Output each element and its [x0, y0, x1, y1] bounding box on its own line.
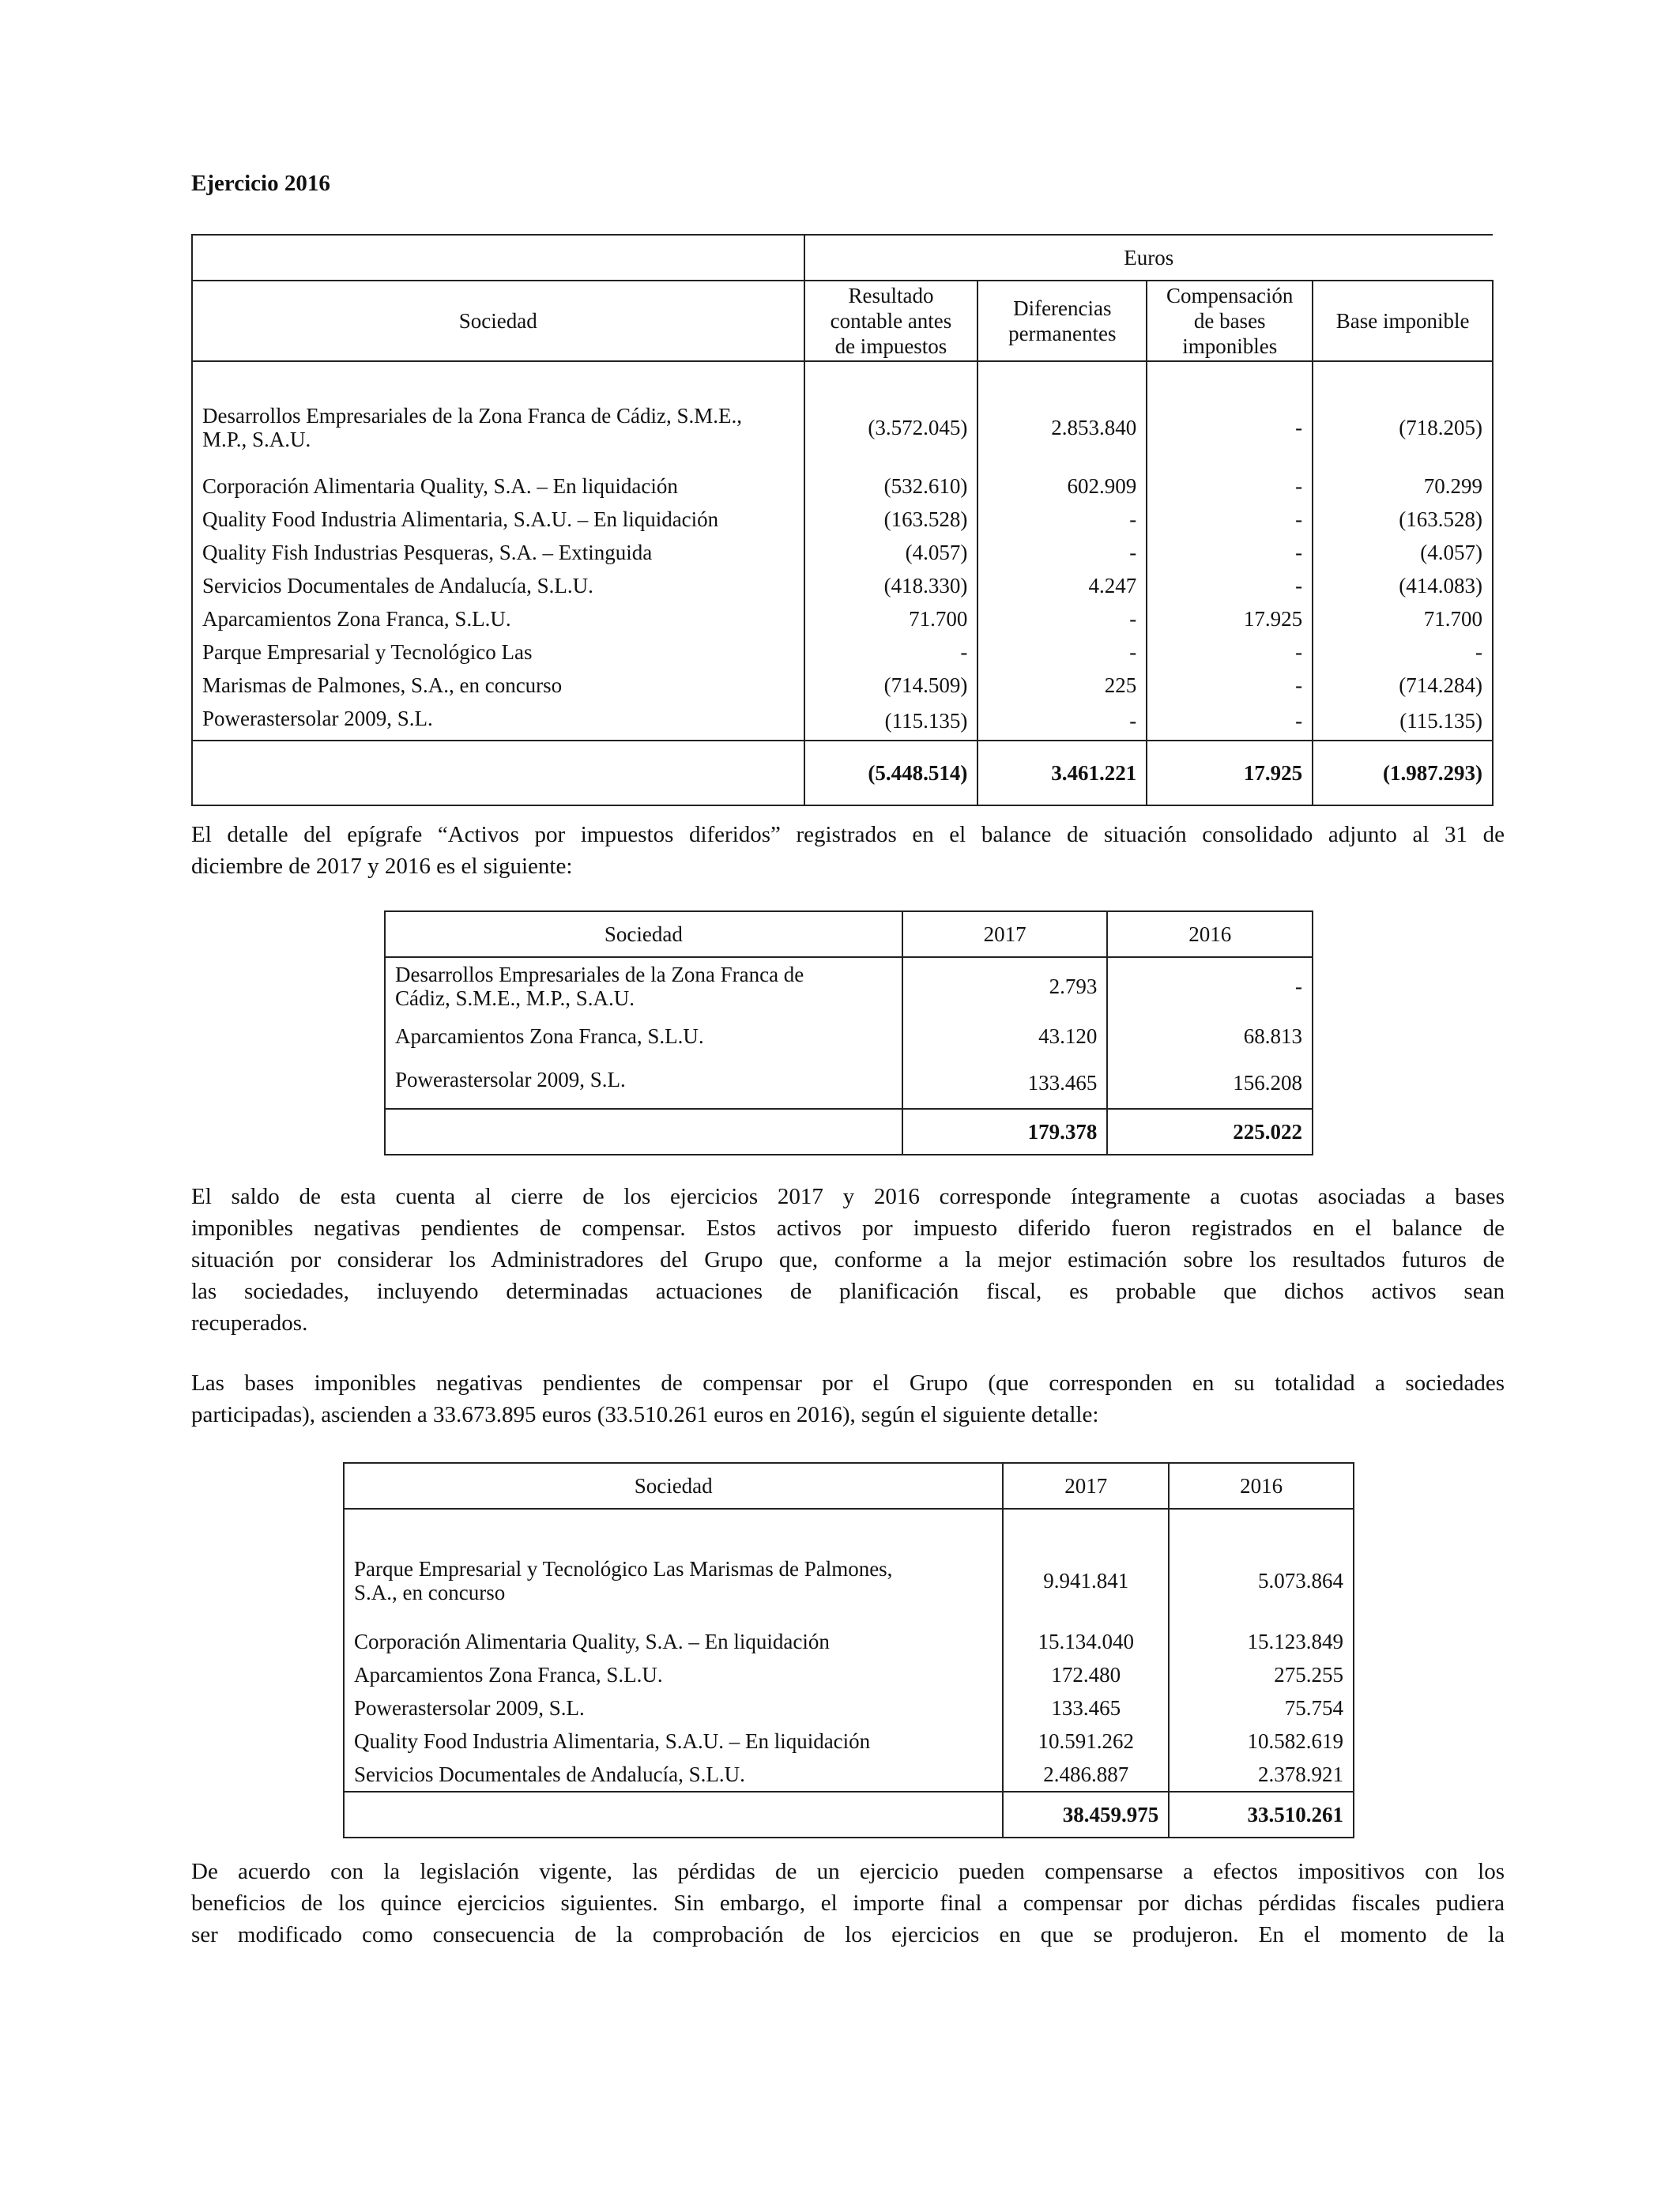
table-row: Aparcamientos Zona Franca, S.L.U. 43.120 68.813 [385, 1015, 1313, 1057]
total-2016: 225.022 [1107, 1109, 1313, 1155]
col-2016: 2016 [1107, 911, 1313, 957]
table-row: Servicios Documentales de Andalucía, S.L.U. 2.486.887 2.378.921 [344, 1758, 1354, 1792]
paragraph-saldo-cuenta: El saldo de esta cuenta al cierre de los ejercicios 2017 y 2016 corresponde íntegramente a cuotas asociadas a bases imponibles negativas pendientes de compensar. Estos activos por impuesto diferido fueron registrados en el balance de situación por considerar los Administradores del Grupo que, conforme a la mejor estimación sobre los resultados futuros de las sociedades, incluyendo determinadas actuaciones de planificación fiscal, es probable que dichos activos sean recuperados. [191, 1184, 1505, 1336]
table2-total-row [385, 1109, 1313, 1155]
table-row: Desarrollos Empresariales de la Zona Franca de Cádiz, S.M.E., M.P., S.A.U. 2.793 - [385, 957, 1313, 1015]
table-row: Parque Empresarial y Tecnológico Las - - - - [192, 635, 1493, 669]
table3-header-row [344, 1463, 1354, 1509]
col-sociedad: Sociedad [192, 281, 804, 361]
table1-total-row [192, 741, 1493, 805]
col-resultado: Resultado contable antes de impuestos [804, 281, 978, 361]
table-row: Corporación Alimentaria Quality, S.A. – En liquidación 15.134.040 15.123.849 [344, 1625, 1354, 1658]
row-name: Desarrollos Empresariales de la Zona Franca de Cádiz, S.M.E., M.P., S.A.U. [192, 361, 804, 469]
table-row: Quality Food Industria Alimentaria, S.A.U. – En liquidación (163.528) - - (163.528) [192, 503, 1493, 536]
tax-base-table-2016 [191, 234, 1494, 806]
paragraph-activos-diferidos: El detalle del epígrafe “Activos por impuestos diferidos” registrados en el balance de situación consolidado adjunto al 31 de diciembre de 2017 y 2016 es el siguiente: [191, 822, 1505, 879]
total-compensacion: 17.925 [1147, 741, 1313, 805]
euros-header: Euros [804, 235, 1493, 281]
table2-header-row [385, 911, 1313, 957]
table-row: Servicios Documentales de Andalucía, S.L.U. (418.330) 4.247 - (414.083) [192, 569, 1493, 602]
table-row: Aparcamientos Zona Franca, S.L.U. 71.700 - 17.925 71.700 [192, 602, 1493, 635]
col-sociedad: Sociedad [344, 1463, 1003, 1509]
table-row: Quality Food Industria Alimentaria, S.A.U. – En liquidación 10.591.262 10.582.619 [344, 1725, 1354, 1758]
section-heading: Ejercicio 2016 [191, 171, 330, 196]
table-row: Parque Empresarial y Tecnológico Las Marismas de Palmones, S.A., en concurso 9.941.841 5.073.864 [344, 1509, 1354, 1625]
table3-total-row [344, 1792, 1354, 1838]
table-row: Corporación Alimentaria Quality, S.A. – En liquidación (532.610) 602.909 - 70.299 [192, 469, 1493, 503]
total-base: (1.987.293) [1313, 741, 1493, 805]
table1-euros-header-row [192, 235, 1493, 281]
table-row: Desarrollos Empresariales de la Zona Franca de Cádiz, S.M.E., M.P., S.A.U. (3.572.045) 2.853.840 - (718.205) [192, 361, 1493, 469]
table1-column-header-row [192, 281, 1493, 361]
deferred-tax-assets-table [384, 910, 1313, 1155]
col-compensacion: Compensación de bases imponibles [1147, 281, 1313, 361]
negative-tax-bases-table [343, 1462, 1354, 1838]
col-base: Base imponible [1313, 281, 1493, 361]
total-2016: 33.510.261 [1169, 1792, 1354, 1838]
col-2017: 2017 [902, 911, 1108, 957]
col-sociedad: Sociedad [385, 911, 902, 957]
paragraph-legislacion: De acuerdo con la legislación vigente, las pérdidas de un ejercicio pueden compensarse a efectos impositivos con los beneficios de los quince ejercicios siguientes. Sin embargo, el importe final a compensar por dichas pérdidas fiscales pudiera ser modificado como consecuencia de la comprobación de los ejercicios en que se produjeron. En el momento de la [191, 1859, 1505, 1947]
total-2017: 38.459.975 [1003, 1792, 1169, 1838]
table-row: Quality Fish Industrias Pesqueras, S.A. – Extinguida (4.057) - - (4.057) [192, 536, 1493, 569]
paragraph-bases-imponibles: Las bases imponibles negativas pendientes de compensar por el Grupo (que corresponden en su totalidad a sociedades participadas), ascienden a 33.673.895 euros (33.510.261 euros en 2016), según el siguiente detalle: [191, 1370, 1505, 1427]
table-row: Powerastersolar 2009, S.L. (115.135) - - (115.135) [192, 702, 1493, 741]
table-row: Powerastersolar 2009, S.L. 133.465 75.754 [344, 1691, 1354, 1725]
col-2016: 2016 [1169, 1463, 1354, 1509]
table-row: Aparcamientos Zona Franca, S.L.U. 172.480 275.255 [344, 1658, 1354, 1691]
table-row: Powerastersolar 2009, S.L. 133.465 156.208 [385, 1057, 1313, 1109]
total-diferencias: 3.461.221 [977, 741, 1147, 805]
total-2017: 179.378 [902, 1109, 1108, 1155]
total-resultado: (5.448.514) [804, 741, 978, 805]
col-2017: 2017 [1003, 1463, 1169, 1509]
col-diferencias: Diferencias permanentes [977, 281, 1147, 361]
table-row: Marismas de Palmones, S.A., en concurso (714.509) 225 - (714.284) [192, 669, 1493, 702]
